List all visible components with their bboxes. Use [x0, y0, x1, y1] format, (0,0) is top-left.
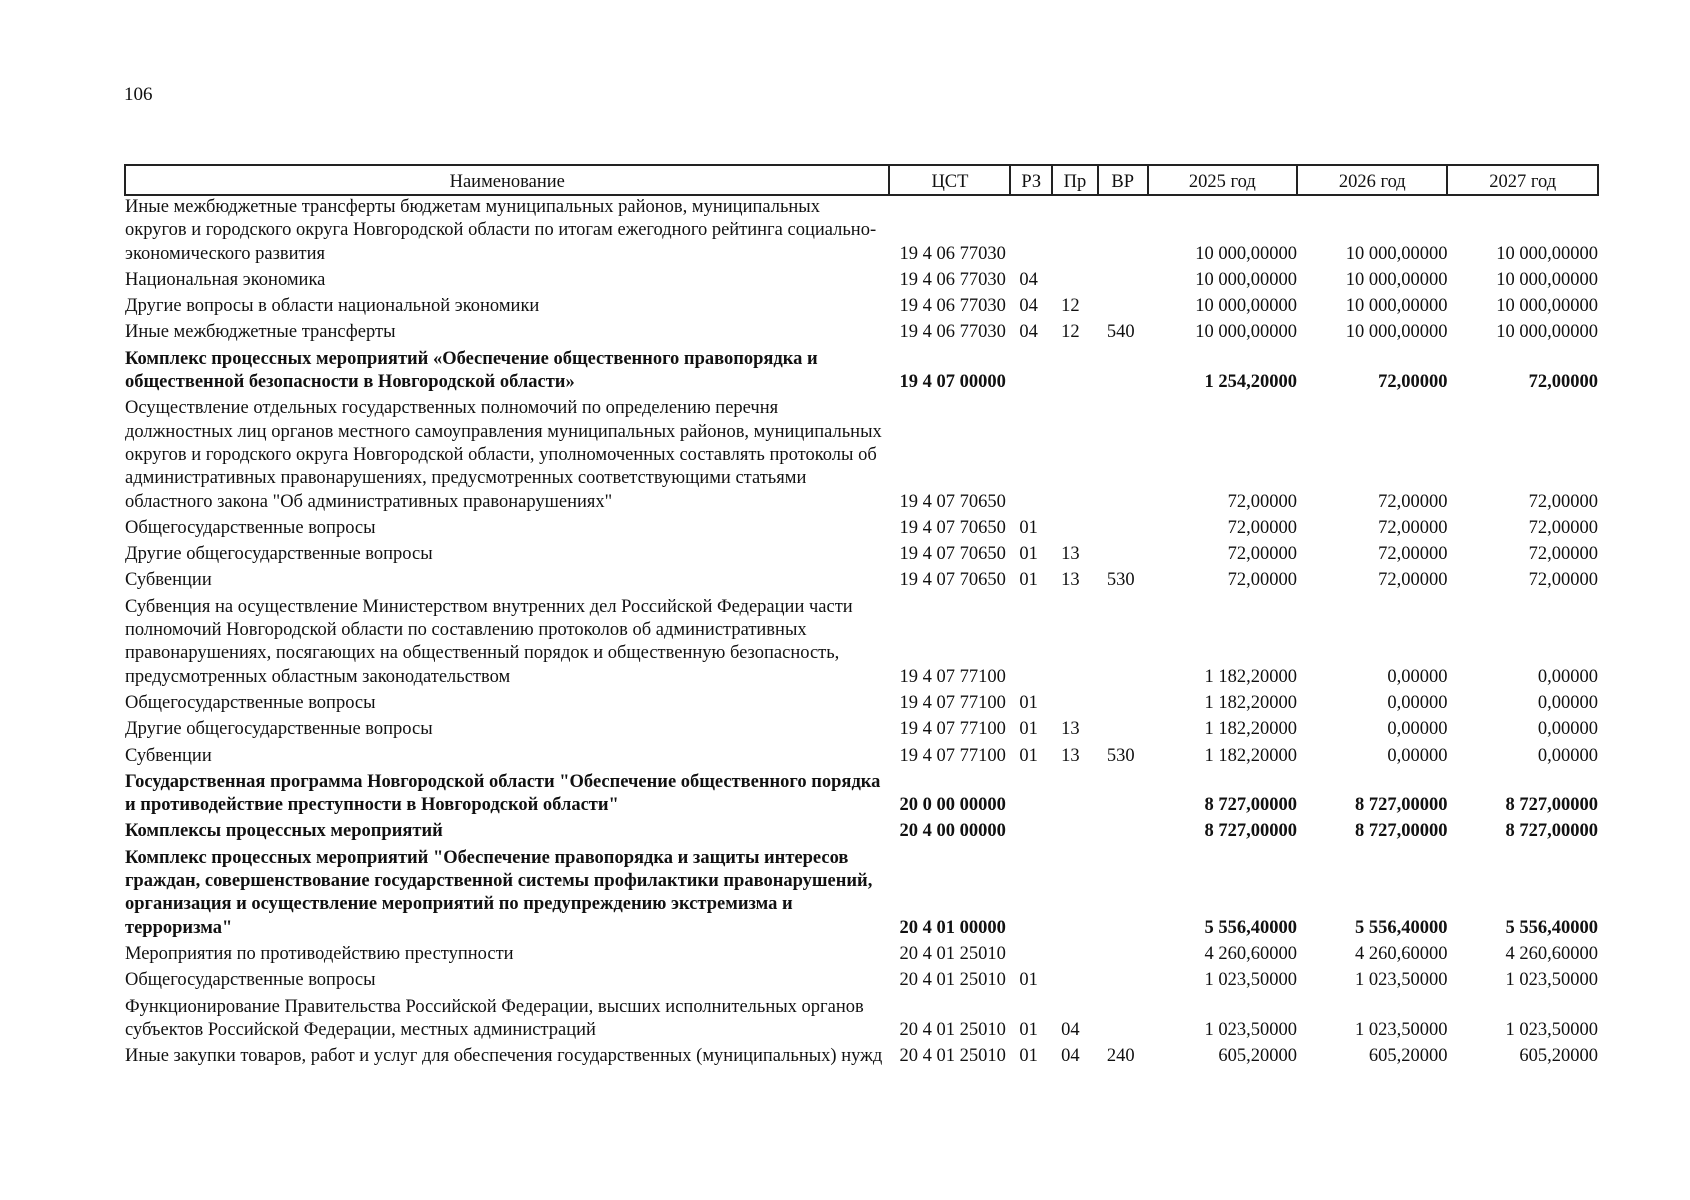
row-rz-code: 01: [1019, 544, 1038, 565]
row-amount-2025: 8 727,00000: [1204, 821, 1298, 842]
row-pr-code: 12: [1061, 296, 1080, 317]
row-amount-2025: 1 182,20000: [1204, 692, 1298, 713]
row-rz-code: 01: [1019, 1046, 1038, 1067]
row-name: Общегосударственные вопросы: [125, 970, 376, 991]
row-pr-code: [1052, 596, 1098, 692]
table-header-row: [125, 165, 1598, 195]
header-2027: 2027 год: [1447, 165, 1598, 195]
row-amount-2025: 1 254,20000: [1204, 372, 1298, 393]
row-name: Комплексы процессных мероприятий: [125, 821, 443, 842]
row-amount-2026: 5 556,40000: [1354, 917, 1448, 938]
row-rz-code: 01: [1019, 692, 1038, 713]
row-rz-code: 01: [1019, 517, 1038, 538]
row-vr-code: [1098, 269, 1148, 295]
table-row: [125, 692, 1598, 718]
row-pr-code: 04: [1061, 1019, 1080, 1040]
row-vr-code: [1098, 195, 1148, 269]
row-amount-2025: 72,00000: [1227, 570, 1298, 591]
table-row: [125, 295, 1598, 321]
row-name: Субвенции: [125, 745, 212, 766]
row-vr-code: [1098, 295, 1148, 321]
row-vr-code: [1098, 348, 1148, 398]
row-pr-code: [1052, 195, 1098, 269]
row-rz-code: [1010, 348, 1052, 398]
row-vr-code: [1098, 692, 1148, 718]
row-pr-code: [1052, 517, 1098, 543]
table-row: [125, 348, 1598, 398]
row-amount-2025: 1 182,20000: [1204, 745, 1298, 766]
table-row: [125, 820, 1598, 846]
row-amount-2026: 10 000,00000: [1345, 296, 1448, 317]
row-cst-code: 19 4 07 70650: [899, 517, 1006, 538]
table-row: [125, 771, 1598, 821]
row-pr-code: 13: [1061, 570, 1080, 591]
row-cst-code: 19 4 07 77100: [899, 719, 1006, 740]
row-name: Субвенция на осуществление Министерством внутренних дел Российской Федерации части полномочий Новгородской области по составлению протоколов об административных правонарушениях, посягающих на общественный порядок и общественную безопасность, предусмотренных областным законодательством: [125, 596, 853, 687]
row-amount-2025: 1 182,20000: [1204, 666, 1298, 687]
row-cst-code: 20 0 00 00000: [899, 795, 1006, 816]
row-amount-2027: 72,00000: [1528, 570, 1598, 591]
table-row: [125, 321, 1598, 347]
table-row: [125, 596, 1598, 692]
row-rz-code: [1010, 596, 1052, 692]
row-name: Иные межбюджетные трансферты: [125, 322, 396, 343]
row-pr-code: [1052, 692, 1098, 718]
row-rz-code: 01: [1019, 745, 1038, 766]
row-amount-2027: 0,00000: [1537, 745, 1598, 766]
row-amount-2026: 10 000,00000: [1345, 322, 1448, 343]
row-amount-2026: 1 023,50000: [1354, 970, 1448, 991]
row-amount-2026: 1 023,50000: [1354, 1019, 1448, 1040]
row-amount-2025: 1 182,20000: [1204, 719, 1298, 740]
row-vr-code: [1098, 543, 1148, 569]
row-vr-code: 540: [1106, 322, 1135, 343]
row-amount-2026: 0,00000: [1387, 745, 1448, 766]
row-amount-2025: 10 000,00000: [1195, 296, 1298, 317]
row-rz-code: 04: [1019, 296, 1038, 317]
row-amount-2027: 5 556,40000: [1505, 917, 1598, 938]
row-pr-code: [1052, 771, 1098, 821]
row-amount-2027: 72,00000: [1528, 517, 1598, 538]
row-pr-code: 13: [1061, 544, 1080, 565]
row-cst-code: 19 4 06 77030: [899, 296, 1006, 317]
row-rz-code: [1010, 847, 1052, 943]
row-name: Другие общегосударственные вопросы: [125, 719, 433, 740]
row-vr-code: [1098, 397, 1148, 516]
row-cst-code: 19 4 06 77030: [899, 322, 1006, 343]
row-amount-2026: 4 260,60000: [1354, 943, 1448, 964]
row-name: Субвенции: [125, 570, 212, 591]
row-amount-2027: 8 727,00000: [1505, 795, 1598, 816]
table-row: [125, 195, 1598, 269]
row-vr-code: [1098, 771, 1148, 821]
row-cst-code: 20 4 01 25010: [899, 943, 1006, 964]
row-cst-code: 19 4 06 77030: [899, 243, 1006, 264]
row-amount-2027: 10 000,00000: [1496, 243, 1598, 264]
row-name: Функционирование Правительства Российской Федерации, высших исполнительных органов субъектов Российской Федерации, местных администраций: [125, 996, 864, 1040]
row-cst-code: 19 4 07 70650: [899, 491, 1006, 512]
row-rz-code: [1010, 771, 1052, 821]
row-cst-code: 19 4 07 70650: [899, 544, 1006, 565]
row-vr-code: [1098, 517, 1148, 543]
header-2026: 2026 год: [1297, 165, 1447, 195]
row-vr-code: 530: [1106, 745, 1135, 766]
header-vr: ВР: [1098, 165, 1148, 195]
row-pr-code: 04: [1061, 1046, 1080, 1067]
row-cst-code: 20 4 01 25010: [899, 970, 1006, 991]
table-row: [125, 397, 1598, 516]
row-pr-code: 13: [1061, 745, 1080, 766]
row-name: Государственная программа Новгородской области "Обеспечение общественного порядка и противодействие преступности в Новгородской области": [125, 771, 881, 816]
row-pr-code: [1052, 269, 1098, 295]
row-name: Комплекс процессных мероприятий «Обеспечение общественного правопорядка и общественной безопасности в Новгородской области»: [125, 348, 818, 393]
table-row: [125, 943, 1598, 969]
row-cst-code: 19 4 07 77100: [899, 745, 1006, 766]
row-amount-2025: 10 000,00000: [1195, 322, 1298, 343]
row-amount-2026: 72,00000: [1378, 544, 1448, 565]
row-pr-code: [1052, 943, 1098, 969]
row-amount-2025: 5 556,40000: [1204, 917, 1298, 938]
row-rz-code: 01: [1019, 1019, 1038, 1040]
row-amount-2027: 72,00000: [1528, 491, 1598, 512]
row-amount-2026: 72,00000: [1378, 491, 1448, 512]
row-pr-code: 12: [1061, 322, 1080, 343]
row-amount-2027: 1 023,50000: [1505, 1019, 1598, 1040]
row-name: Иные закупки товаров, работ и услуг для обеспечения государственных (муниципальных) нужд: [125, 1046, 883, 1067]
row-vr-code: [1098, 943, 1148, 969]
row-amount-2025: 1 023,50000: [1204, 970, 1298, 991]
table-row: [125, 569, 1598, 595]
row-cst-code: 20 4 00 00000: [899, 821, 1006, 842]
row-vr-code: [1098, 847, 1148, 943]
row-amount-2027: 1 023,50000: [1505, 970, 1598, 991]
row-name: Комплекс процессных мероприятий "Обеспечение правопорядка и защиты интересов граждан, совершенствование государственной системы профилактики правонарушений, организация и осуществление мероприятий по предупреждению экстремизма и терроризма": [125, 847, 873, 938]
table-row: [125, 543, 1598, 569]
header-pr: Пр: [1052, 165, 1098, 195]
row-amount-2026: 605,20000: [1368, 1046, 1448, 1067]
row-amount-2026: 8 727,00000: [1354, 821, 1448, 842]
row-amount-2025: 72,00000: [1227, 544, 1298, 565]
row-vr-code: [1098, 996, 1148, 1046]
row-amount-2026: 8 727,00000: [1354, 795, 1448, 816]
row-name: Другие общегосударственные вопросы: [125, 544, 433, 565]
row-name: Другие вопросы в области национальной экономики: [125, 296, 540, 317]
row-name: Осуществление отдельных государственных полномочий по определению перечня должностных лиц органов местного самоуправления муниципальных районов, муниципальных округов и городского округа Новгородской области, уполномоченных составлять протоколы об административных правонарушениях, предусмотренных соответствующими статьями областного закона "Об административных правонарушениях": [125, 398, 882, 512]
row-amount-2027: 10 000,00000: [1496, 296, 1598, 317]
row-cst-code: 20 4 01 25010: [899, 1046, 1006, 1067]
table-row: [125, 996, 1598, 1046]
row-rz-code: 01: [1019, 570, 1038, 591]
row-pr-code: [1052, 847, 1098, 943]
row-amount-2025: 605,20000: [1218, 1046, 1298, 1067]
row-vr-code: 530: [1106, 570, 1135, 591]
table-row: [125, 847, 1598, 943]
row-amount-2027: 72,00000: [1528, 544, 1598, 565]
table-body: [125, 195, 1598, 1071]
row-amount-2026: 72,00000: [1378, 570, 1448, 591]
row-name: Мероприятия по противодействию преступности: [125, 943, 514, 964]
page-number: 106: [124, 84, 153, 105]
row-cst-code: 19 4 07 77100: [899, 692, 1006, 713]
row-rz-code: [1010, 397, 1052, 516]
row-amount-2027: 0,00000: [1537, 666, 1598, 687]
row-cst-code: 19 4 07 00000: [899, 372, 1006, 393]
table-row: [125, 969, 1598, 995]
row-amount-2025: 1 023,50000: [1204, 1019, 1298, 1040]
row-vr-code: 240: [1106, 1046, 1135, 1067]
row-rz-code: 04: [1019, 322, 1038, 343]
table-row: [125, 718, 1598, 744]
row-rz-code: 01: [1019, 719, 1038, 740]
row-amount-2027: 0,00000: [1537, 719, 1598, 740]
row-cst-code: 19 4 06 77030: [899, 269, 1006, 290]
table-row: [125, 745, 1598, 771]
row-pr-code: [1052, 820, 1098, 846]
header-2025: 2025 год: [1148, 165, 1297, 195]
header-name: Наименование: [125, 165, 889, 195]
row-amount-2025: 8 727,00000: [1204, 795, 1298, 816]
row-amount-2026: 10 000,00000: [1345, 269, 1448, 290]
row-amount-2027: 605,20000: [1519, 1046, 1598, 1067]
row-amount-2027: 8 727,00000: [1505, 821, 1598, 842]
row-amount-2027: 10 000,00000: [1496, 269, 1598, 290]
row-vr-code: [1098, 596, 1148, 692]
row-name: Иные межбюджетные трансферты бюджетам муниципальных районов, муниципальных округов и городского округа Новгородской области по итогам ежегодного рейтинга социально-экономического развития: [125, 197, 877, 264]
row-amount-2026: 0,00000: [1387, 719, 1448, 740]
header-rz: РЗ: [1010, 165, 1052, 195]
row-vr-code: [1098, 969, 1148, 995]
row-amount-2027: 10 000,00000: [1496, 322, 1598, 343]
row-amount-2025: 10 000,00000: [1195, 243, 1298, 264]
row-rz-code: 01: [1019, 970, 1038, 991]
row-amount-2025: 10 000,00000: [1195, 269, 1298, 290]
row-amount-2026: 0,00000: [1387, 692, 1448, 713]
row-amount-2025: 72,00000: [1227, 517, 1298, 538]
row-pr-code: 13: [1061, 719, 1080, 740]
row-pr-code: [1052, 969, 1098, 995]
row-amount-2027: 0,00000: [1537, 692, 1598, 713]
row-cst-code: 19 4 07 77100: [899, 666, 1006, 687]
table-row: [125, 269, 1598, 295]
header-cst: ЦСТ: [889, 165, 1010, 195]
row-rz-code: [1010, 943, 1052, 969]
row-cst-code: 20 4 01 25010: [899, 1019, 1006, 1040]
row-cst-code: 20 4 01 00000: [899, 917, 1006, 938]
row-name: Национальная экономика: [125, 269, 326, 290]
row-amount-2025: 72,00000: [1227, 491, 1298, 512]
row-amount-2026: 72,00000: [1378, 517, 1448, 538]
row-amount-2027: 4 260,60000: [1505, 943, 1598, 964]
table-row: [125, 517, 1598, 543]
row-name: Общегосударственные вопросы: [125, 692, 376, 713]
row-rz-code: [1010, 195, 1052, 269]
budget-table: [124, 164, 1599, 1071]
row-amount-2027: 72,00000: [1528, 372, 1598, 393]
table-row: [125, 1045, 1598, 1071]
row-cst-code: 19 4 07 70650: [899, 570, 1006, 591]
row-amount-2025: 4 260,60000: [1204, 943, 1298, 964]
row-vr-code: [1098, 820, 1148, 846]
row-name: Общегосударственные вопросы: [125, 517, 376, 538]
row-pr-code: [1052, 397, 1098, 516]
row-amount-2026: 72,00000: [1378, 372, 1448, 393]
row-amount-2026: 10 000,00000: [1345, 243, 1448, 264]
row-rz-code: 04: [1019, 269, 1038, 290]
row-vr-code: [1098, 718, 1148, 744]
row-pr-code: [1052, 348, 1098, 398]
row-amount-2026: 0,00000: [1387, 666, 1448, 687]
row-rz-code: [1010, 820, 1052, 846]
